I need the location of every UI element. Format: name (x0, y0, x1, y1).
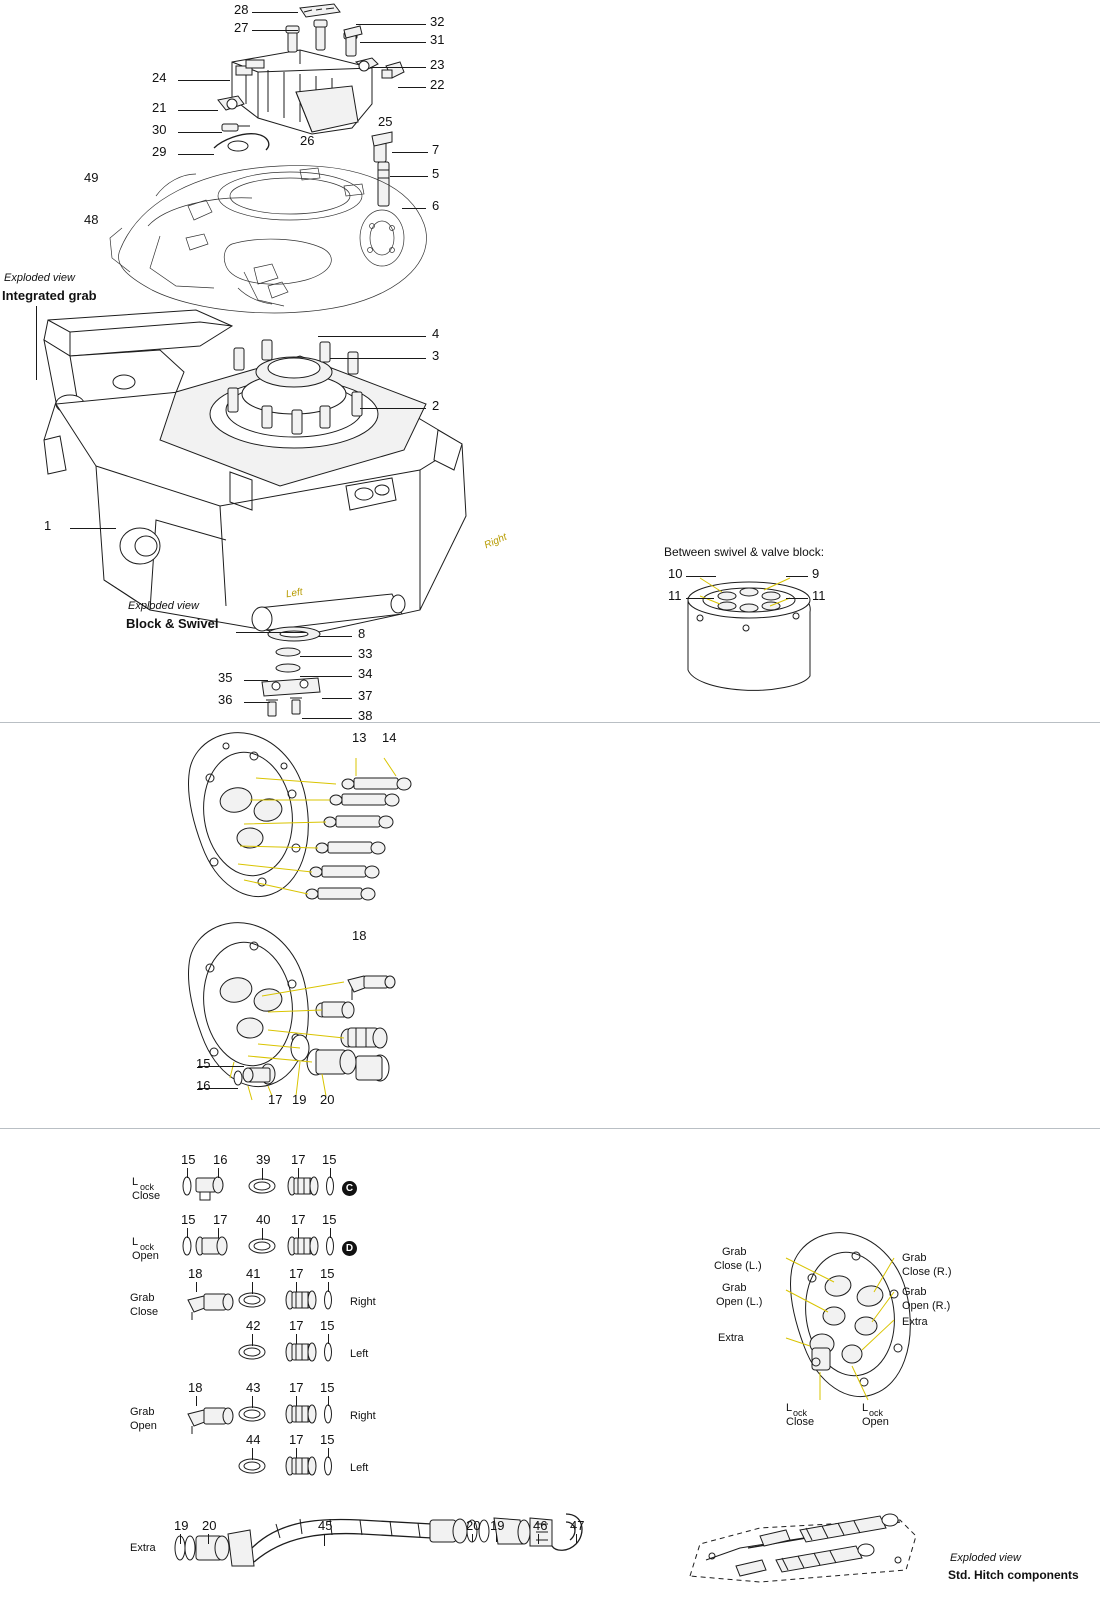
part-number: 15 (320, 1318, 335, 1333)
leader (330, 358, 426, 359)
callout-34: 34 (358, 666, 373, 681)
leader (370, 67, 426, 68)
hitch-components (690, 1514, 916, 1582)
part-number: 18 (188, 1380, 203, 1395)
port-label-lock-close-1: L (786, 1402, 793, 1414)
callout-8: 8 (358, 626, 366, 641)
coupler-plate-upper (189, 733, 412, 900)
leader (360, 408, 426, 409)
callout-7: 7 (432, 142, 440, 157)
note-integrated-name: Integrated grab (2, 288, 97, 303)
part-number: 15 (181, 1212, 196, 1227)
callout-49: 49 (84, 170, 99, 185)
callout-24: 24 (152, 70, 167, 85)
part-number: 19 (490, 1518, 505, 1533)
row-label-lock-sub: ock (140, 1182, 155, 1192)
port-label-grab-close-r-1: Grab (902, 1252, 927, 1264)
hitch-note-view: Exploded view (950, 1552, 1021, 1564)
leader (786, 576, 808, 577)
part-number: 43 (246, 1380, 261, 1395)
leader (318, 336, 426, 337)
part-number: 44 (246, 1432, 261, 1447)
inset-callout-11b: 11 (812, 588, 826, 603)
callout-20-mid: 20 (320, 1092, 335, 1107)
callout-21: 21 (152, 100, 167, 115)
orientation-left-label: Left (285, 586, 304, 601)
row-label-grab: Grab (130, 1406, 155, 1418)
port-label-lock-close-2: Close (786, 1416, 815, 1428)
part-number: 15 (181, 1152, 196, 1167)
callout-19-mid: 19 (292, 1092, 307, 1107)
inset-title: Between swivel & valve block: (664, 545, 825, 559)
callout-15-mid: 15 (196, 1056, 211, 1071)
badge-c: C (342, 1178, 357, 1196)
callout-25: 25 (378, 114, 393, 129)
callout-35: 35 (218, 670, 233, 685)
leader (252, 30, 298, 31)
part-number: 47 (570, 1518, 585, 1533)
leader (36, 306, 37, 346)
part-number: 46 (533, 1518, 548, 1533)
part-number: 17 (291, 1212, 306, 1227)
section-divider (0, 722, 1100, 723)
side-label-right: Right (350, 1296, 376, 1308)
leader (70, 528, 116, 529)
callout-27: 27 (234, 20, 249, 35)
part-number: 19 (174, 1518, 189, 1533)
leader (322, 698, 352, 699)
row-label-close: Close (132, 1190, 161, 1202)
port-label-extra-l: Extra (718, 1332, 744, 1344)
part-number: 18 (188, 1266, 203, 1281)
leader (360, 42, 426, 43)
part-number: 39 (256, 1152, 271, 1167)
port-label-grab-open-l-1: Grab (722, 1282, 747, 1294)
callout-26: 26 (300, 133, 315, 148)
row-label-close: Close (130, 1306, 159, 1318)
leader (252, 12, 298, 13)
callout-14: 14 (382, 730, 397, 745)
part-number: 17 (289, 1432, 304, 1447)
part-number: 15 (320, 1266, 335, 1281)
part-number: 17 (289, 1266, 304, 1281)
callout-31: 31 (430, 32, 445, 47)
leader (398, 87, 426, 88)
parts-rows (175, 1177, 585, 1566)
callout-29: 29 (152, 144, 167, 159)
inset-callout-10: 10 (668, 566, 683, 581)
port-label-grab-open-r-1: Grab (902, 1286, 927, 1298)
callout-37: 37 (358, 688, 373, 703)
callout-32: 32 (430, 14, 445, 29)
side-label-left: Left (350, 1462, 369, 1474)
leader (244, 702, 270, 703)
leader (390, 176, 428, 177)
part-number: 40 (256, 1212, 271, 1227)
row-label-lock: L (132, 1176, 139, 1188)
leader (302, 718, 352, 719)
callout-5: 5 (432, 166, 440, 181)
orientation-right-label: Right (482, 531, 509, 552)
part-number: 41 (246, 1266, 261, 1281)
part-number: 15 (320, 1380, 335, 1395)
part-number: 17 (289, 1380, 304, 1395)
inset-callout-11a: 11 (668, 588, 682, 603)
callout-4: 4 (432, 326, 440, 341)
part-number: 45 (318, 1518, 333, 1533)
callout-22: 22 (430, 77, 445, 92)
port-label-lock-open-sub: ock (869, 1408, 884, 1418)
leader (402, 208, 426, 209)
part-number: 15 (322, 1212, 337, 1227)
note-integrated-view: Exploded view (4, 272, 75, 284)
callout-3: 3 (432, 348, 440, 363)
part-number: 15 (320, 1432, 335, 1447)
side-label-right: Right (350, 1410, 376, 1422)
callout-18-mid: 18 (352, 928, 367, 943)
callout-28: 28 (234, 2, 249, 17)
leader (300, 656, 352, 657)
leader (178, 80, 230, 81)
hitch-note-name: Std. Hitch components (948, 1568, 1079, 1582)
port-label-grab-open-r-2: Open (R.) (902, 1300, 951, 1312)
inset-callout-9: 9 (812, 566, 820, 581)
callout-38: 38 (358, 708, 373, 723)
row-label-open: Open (130, 1420, 157, 1432)
port-label-lock-open-2: Open (862, 1416, 889, 1428)
callout-6: 6 (432, 198, 440, 213)
callout-36: 36 (218, 692, 233, 707)
callout-2: 2 (432, 398, 440, 413)
port-label-grab-close-l-1: Grab (722, 1246, 747, 1258)
port-label-lock-open-1: L (862, 1402, 869, 1414)
leader (318, 636, 352, 637)
leader (686, 598, 714, 599)
badge-d: D (342, 1238, 357, 1256)
note-block-name: Block & Swivel (126, 616, 219, 631)
leader (356, 24, 426, 25)
section-divider (0, 1128, 1100, 1129)
port-map-plate (786, 1233, 910, 1400)
callout-33: 33 (358, 646, 373, 661)
port-label-grab-close-l-2: Close (L.) (714, 1260, 762, 1272)
coupler-plate-lower (189, 923, 396, 1100)
part-number: 42 (246, 1318, 261, 1333)
callout-1: 1 (44, 518, 52, 533)
inset-swivel-valve (688, 578, 810, 690)
row-label-lock: L (132, 1236, 139, 1248)
leader (392, 152, 428, 153)
part-number: 20 (202, 1518, 217, 1533)
part-number: 15 (322, 1152, 337, 1167)
part-number: 16 (213, 1152, 228, 1167)
callout-30: 30 (152, 122, 167, 137)
row-label-grab: Grab (130, 1292, 155, 1304)
port-label-grab-close-r-2: Close (R.) (902, 1266, 952, 1278)
leader (178, 110, 218, 111)
leader (786, 598, 808, 599)
leader (36, 344, 37, 380)
callout-23: 23 (430, 57, 445, 72)
leader (178, 132, 222, 133)
port-label-extra-r: Extra (902, 1316, 928, 1328)
callout-48: 48 (84, 212, 99, 227)
side-label-left: Left (350, 1348, 369, 1360)
row-label-lock-sub: ock (140, 1242, 155, 1252)
callout-13: 13 (352, 730, 367, 745)
note-block-view: Exploded view (128, 600, 199, 612)
leader (236, 632, 306, 633)
part-number: 17 (213, 1212, 228, 1227)
port-label-grab-open-l-2: Open (L.) (716, 1296, 763, 1308)
callout-17-mid: 17 (268, 1092, 283, 1107)
leader (178, 154, 214, 155)
port-label-lock-close-sub: ock (793, 1408, 808, 1418)
small-parts-group (262, 627, 320, 716)
part-number: 17 (289, 1318, 304, 1333)
row-label-open: Open (132, 1250, 159, 1262)
leader (686, 576, 716, 577)
row-label-extra: Extra (130, 1542, 156, 1554)
leader (244, 680, 268, 681)
callout-16-mid: 16 (196, 1078, 211, 1093)
leader (300, 676, 352, 677)
part-number: 20 (466, 1518, 481, 1533)
part-number: 17 (291, 1152, 306, 1167)
